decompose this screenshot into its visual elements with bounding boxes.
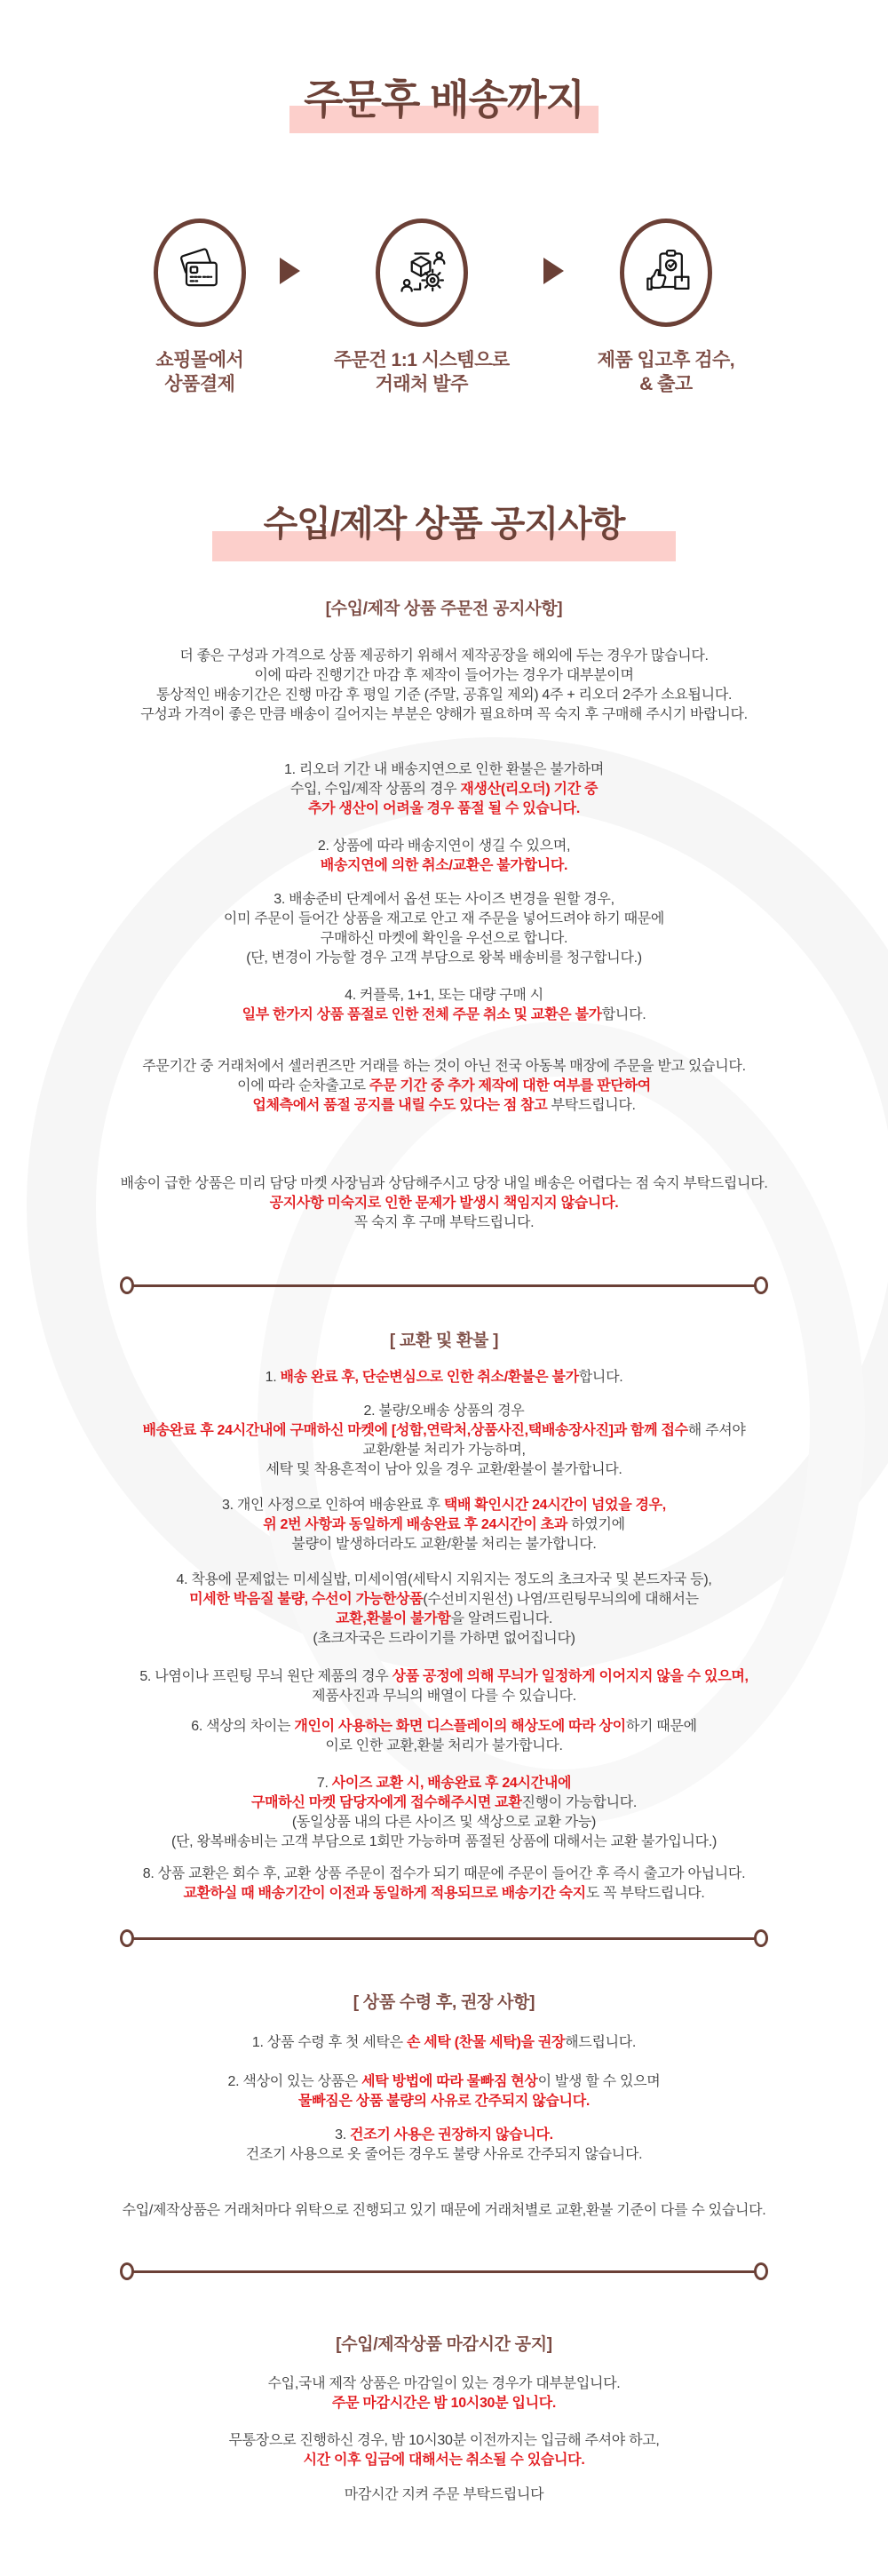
notice-paragraph — [9, 1717, 879, 1756]
section-divider — [120, 1277, 768, 1293]
hero-section — [0, 0, 888, 133]
notice-paragraph — [9, 2374, 879, 2413]
notice-text-alert: 배송지연에 의한 취소/교환은 불가합니다. — [320, 858, 568, 873]
notice-paragraph — [9, 837, 879, 876]
notice-paragraph — [9, 760, 879, 819]
flow-step-label-line: & 출고 — [639, 374, 693, 394]
notice-paragraph — [9, 1667, 879, 1706]
notice-text: 세탁 및 착용흔적이 남아 있을 경우 교환/환불이 불가합니다. — [266, 1462, 622, 1477]
notice-paragraph — [9, 1057, 879, 1116]
flow-step-label — [154, 348, 246, 396]
section-header: [수입/제작상품 마감시간 공지] — [336, 2335, 552, 2354]
divider-end-dot — [754, 2262, 768, 2280]
divider-end-dot — [120, 1276, 134, 1294]
notice-paragraph — [9, 647, 879, 725]
section-header: [ 교환 및 환불 ] — [389, 1332, 499, 1350]
notice-text-alert: 손 세탁 (찬물 세탁)을 권장 — [406, 2035, 566, 2050]
notice-text: 불량이 발생하더라도 교환/환불 처리는 불가합니다. — [291, 1537, 597, 1552]
flow-step-label-line: 제품 입고후 검수, — [597, 350, 735, 370]
notice-text: 2. 색상이 있는 상품은 — [227, 2074, 362, 2089]
notice-text-alert: 건조기 사용은 권장하지 않습니다. — [350, 2127, 553, 2143]
notice-text: 이 발생 할 수 있으며 — [537, 2074, 661, 2089]
divider-end-dot — [754, 1929, 768, 1947]
notice-paragraph — [9, 2485, 879, 2505]
notice-text: (수선비지원선) 나염/프린팅무늬의에 대해서는 — [423, 1592, 699, 1607]
notice-text-alert: 미세한 박음질 불량, 수선이 가능한상품 — [189, 1592, 424, 1607]
notice-text: 4. 커플룩, 1+1, 또는 대량 구매 시 — [345, 988, 543, 1003]
notice-text: 건조기 사용으로 옷 줄어든 경우도 불량 사유로 간주되지 않습니다. — [245, 2147, 643, 2162]
notice-text: 2. 불량/오배송 상품의 경우 — [363, 1403, 525, 1419]
notice-text: 이미 주문이 들어간 상품을 재고로 안고 재 주문을 넣어드려야 하기 때문에 — [223, 911, 665, 926]
notice-text: 6. 색상의 차이는 — [191, 1719, 295, 1734]
notice-paragraph — [9, 2126, 879, 2165]
section-divider — [120, 2263, 768, 2279]
notice-text: 을 알려드립니다. — [450, 1611, 552, 1626]
notice-text: 제품사진과 무늬의 배열이 다를 수 있습니다. — [312, 1689, 576, 1704]
notice-paragraph — [9, 890, 879, 968]
notice-text: 꼭 숙지 후 구매 부탁드립니다. — [353, 1215, 535, 1230]
divider-line — [133, 1937, 755, 1940]
notice-text: (동일상품 내의 다른 사이즈 및 색상으로 교환 가능) — [291, 1815, 597, 1830]
notice-text-alert: 상품 공정에 의해 무늬가 일정하게 이어지지 않을 수 있으며, — [392, 1669, 749, 1684]
notice-text: 마감시간 지켜 주문 부탁드립니다 — [344, 2487, 544, 2502]
flow-step-payment — [154, 219, 246, 396]
notice-text: 해 주셔야 — [687, 1423, 746, 1438]
section-divider — [120, 1930, 768, 1946]
notice-content — [9, 599, 879, 2505]
notice-paragraph — [9, 1864, 879, 1904]
notice-text: 주문기간 중 거래처에서 셀러퀸즈만 거래를 하는 것이 아닌 전국 아동복 매장에 주문을 받고 있습니다. — [142, 1059, 746, 1074]
notice-paragraph — [9, 1774, 879, 1852]
notice-text: 5. 나염이나 프린팅 무늬 원단 제품의 경우 — [139, 1669, 392, 1684]
divider-line — [133, 1284, 755, 1287]
notice-text-alert: 시간 이후 입금에 대해서는 취소될 수 있습니다. — [303, 2453, 585, 2468]
notice-text-alert: 배송 완료 후, 단순변심으로 인한 취소/환불은 불가 — [280, 1370, 579, 1385]
section-header: [ 상품 수령 후, 권장 사항] — [353, 1993, 535, 2012]
notice-text-alert: 공지사항 미숙지로 인한 문제가 발생시 책임지지 않습니다. — [269, 1196, 619, 1211]
notice-text: 구매하신 마켓에 확인을 우선으로 합니다. — [320, 931, 568, 946]
flow-step-inspection — [598, 219, 735, 396]
notice-text-alert: 배송완료 후 24시간내에 구매하신 마켓에 [성함,연락처,상품사진,택배송장사진]과 함께 접수 — [142, 1423, 688, 1438]
notice-title-wrap — [0, 503, 888, 561]
notice-text: 3. — [335, 2127, 351, 2143]
notice-text-alert: 세탁 방법에 따라 물빠짐 현상 — [361, 2074, 538, 2089]
notice-text: 도 꼭 부탁드립니다. — [585, 1886, 705, 1901]
flow-step-label-line: 거래처 발주 — [375, 374, 468, 394]
notice-text: 무통장으로 진행하신 경우, 밤 10시30분 이전까지는 입금해 주셔야 하고, — [228, 2433, 660, 2448]
divider-end-dot — [754, 1276, 768, 1294]
page-title: 주문후 배송까지 — [289, 76, 599, 133]
notice-text: 1. 리오더 기간 내 배송지연으로 인한 환불은 불가하며 — [283, 762, 605, 777]
notice-text: 합니다. — [601, 1007, 646, 1022]
notice-paragraph — [9, 1402, 879, 1480]
notice-paragraph — [9, 1368, 879, 1387]
notice-text-alert: 사이즈 교환 시, 배송완료 후 24시간내에 — [331, 1776, 572, 1791]
notice-text: 하기 때문에 — [625, 1719, 697, 1734]
flow-step-label — [334, 348, 510, 396]
flow-step-label-line: 주문건 1:1 시스템으로 — [333, 350, 510, 370]
section-header: [수입/제작 상품 주문전 공지사항] — [325, 600, 563, 618]
notice-text-alert: 주문 기간 중 추가 제작에 대한 여부를 판단하여 — [369, 1078, 651, 1093]
notice-text: 2. 상품에 따라 배송지연이 생길 수 있으며, — [317, 839, 571, 854]
notice-text: 이에 따라 순차출고로 — [237, 1078, 369, 1093]
notice-paragraph — [9, 2072, 879, 2111]
flow-step-label-line: 상품결제 — [164, 374, 235, 394]
notice-text-alert: 위 2번 사항과 동일하게 배송완료 후 24시간이 초과 — [263, 1517, 567, 1532]
notice-text: 진행이 가능합니다. — [521, 1795, 638, 1810]
notice-text: 교환/환불 처리가 가능하며, — [362, 1443, 526, 1458]
notice-title: 수입/제작 상품 공지사항 — [212, 503, 677, 561]
notice-text-alert: 재생산(리오더) 기간 중 — [460, 782, 599, 797]
notice-text: (초크자국은 드라이기를 가하면 없어집니다) — [313, 1631, 575, 1646]
notice-text: 배송이 급한 상품은 미리 담당 마켓 사장님과 상담해주시고 당장 내일 배송은 어렵다는 점 숙지 부탁드립니다. — [120, 1176, 768, 1191]
notice-text-alert: 주문 마감시간은 밤 10시30분 입니다. — [331, 2396, 557, 2411]
divider-line — [133, 2270, 755, 2273]
notice-paragraph — [9, 2033, 879, 2053]
arrow-right-icon — [280, 258, 300, 284]
notice-text: 통상적인 배송기간은 진행 마감 후 평일 기준 (주말, 공휴일 제외) 4주 + 리오더 2주가 소요됩니다. — [155, 688, 733, 703]
notice-paragraph — [9, 2201, 879, 2221]
divider-end-dot — [120, 1929, 134, 1947]
divider-end-dot — [120, 2262, 134, 2280]
notice-text: 해드립니다. — [565, 2035, 637, 2050]
notice-text-alert: 택배 확인시간 24시간이 넘었을 경우, — [443, 1498, 666, 1513]
notice-text: 1. 상품 수령 후 첫 세탁은 — [251, 2035, 407, 2050]
notice-text-alert: 구매하신 마켓 담당자에게 접수해주시면 교환 — [250, 1795, 522, 1810]
notice-paragraph — [9, 1174, 879, 1233]
notice-text-alert: 일부 한가지 상품 품절로 인한 전체 주문 취소 및 교환은 불가 — [242, 1007, 602, 1022]
notice-text: 부탁드립니다. — [547, 1098, 636, 1113]
notice-paragraph — [9, 1570, 879, 1649]
notice-text: 8. 상품 교환은 회수 후, 교환 상품 주문이 접수가 되기 때문에 주문이 들어간 후 즉시 출고가 아닙니다. — [142, 1866, 746, 1881]
notice-text: 1. — [265, 1370, 281, 1385]
notice-text-alert: 업체측에서 품절 공지를 내릴 수도 있다는 점 참고 — [252, 1098, 548, 1113]
notice-text: 이에 따라 진행기간 마감 후 제작이 들어가는 경우가 대부분이며 — [254, 668, 634, 683]
flow-step-label — [598, 348, 735, 396]
notice-text: 수입, 수입/제작 상품의 경우 — [289, 782, 461, 797]
notice-text-alert: 개인이 사용하는 화면 디스플레이의 해상도에 따라 상이 — [294, 1719, 626, 1734]
notice-text-alert: 교환,환불이 불가함 — [336, 1611, 451, 1626]
notice-text: 수입,국내 제작 상품은 마감일이 있는 경우가 대부분입니다. — [267, 2376, 621, 2391]
notice-text: (단, 왕복배송비는 고객 부담으로 1회만 가능하며 품절된 상품에 대해서는 교환 불가입니다.) — [170, 1834, 718, 1849]
order-flow — [0, 219, 888, 396]
notice-text: 4. 착용에 문제없는 미세실밥, 미세이염(세탁시 지워지는 정도의 초크자국 및 본드자국 등), — [176, 1572, 712, 1587]
notice-paragraph — [9, 986, 879, 1025]
notice-text: 하였기에 — [567, 1517, 625, 1532]
notice-paragraph — [9, 2431, 879, 2470]
notice-text: 3. 배송준비 단계에서 옵션 또는 사이즈 변경을 원할 경우, — [274, 892, 614, 907]
notice-text: 수입/제작상품은 거래처마다 위탁으로 진행되고 있기 때문에 거래처별로 교환,환불 기준이 다를 수 있습니다. — [122, 2203, 766, 2218]
order-system-icon — [376, 219, 468, 327]
notice-text: 더 좋은 구성과 가격으로 상품 제공하기 위해서 제작공장을 해외에 두는 경우가 많습니다. — [179, 648, 709, 664]
flow-step-order-system — [334, 219, 510, 396]
notice-text: 합니다. — [578, 1370, 623, 1385]
credit-card-icon — [154, 219, 246, 327]
notice-text: 3. 개인 사정으로 인하여 배송완료 후 — [222, 1498, 444, 1513]
flow-step-label-line: 쇼핑몰에서 — [155, 350, 244, 370]
notice-text: 7. — [316, 1776, 332, 1791]
notice-text: 구성과 가격이 좋은 만큼 배송이 길어지는 부분은 양해가 필요하며 꼭 숙지 후 구매해 주시기 바랍니다. — [140, 707, 748, 722]
notice-text-alert: 물빠짐은 상품 불량의 사유로 간주되지 않습니다. — [298, 2094, 590, 2109]
notice-paragraph — [9, 1496, 879, 1554]
inspection-icon — [620, 219, 712, 327]
notice-text-alert: 교환하실 때 배송기간이 이전과 동일하게 적용되므로 배송기간 숙지 — [183, 1886, 586, 1901]
notice-text-alert: 추가 생산이 어려울 경우 품절 될 수 있습니다. — [308, 801, 580, 816]
notice-text: 이로 인한 교환,환불 처리가 불가합니다. — [325, 1738, 563, 1753]
arrow-right-icon — [543, 258, 564, 284]
notice-text: (단, 변경이 가능할 경우 고객 부담으로 왕복 배송비를 청구합니다.) — [246, 950, 642, 966]
